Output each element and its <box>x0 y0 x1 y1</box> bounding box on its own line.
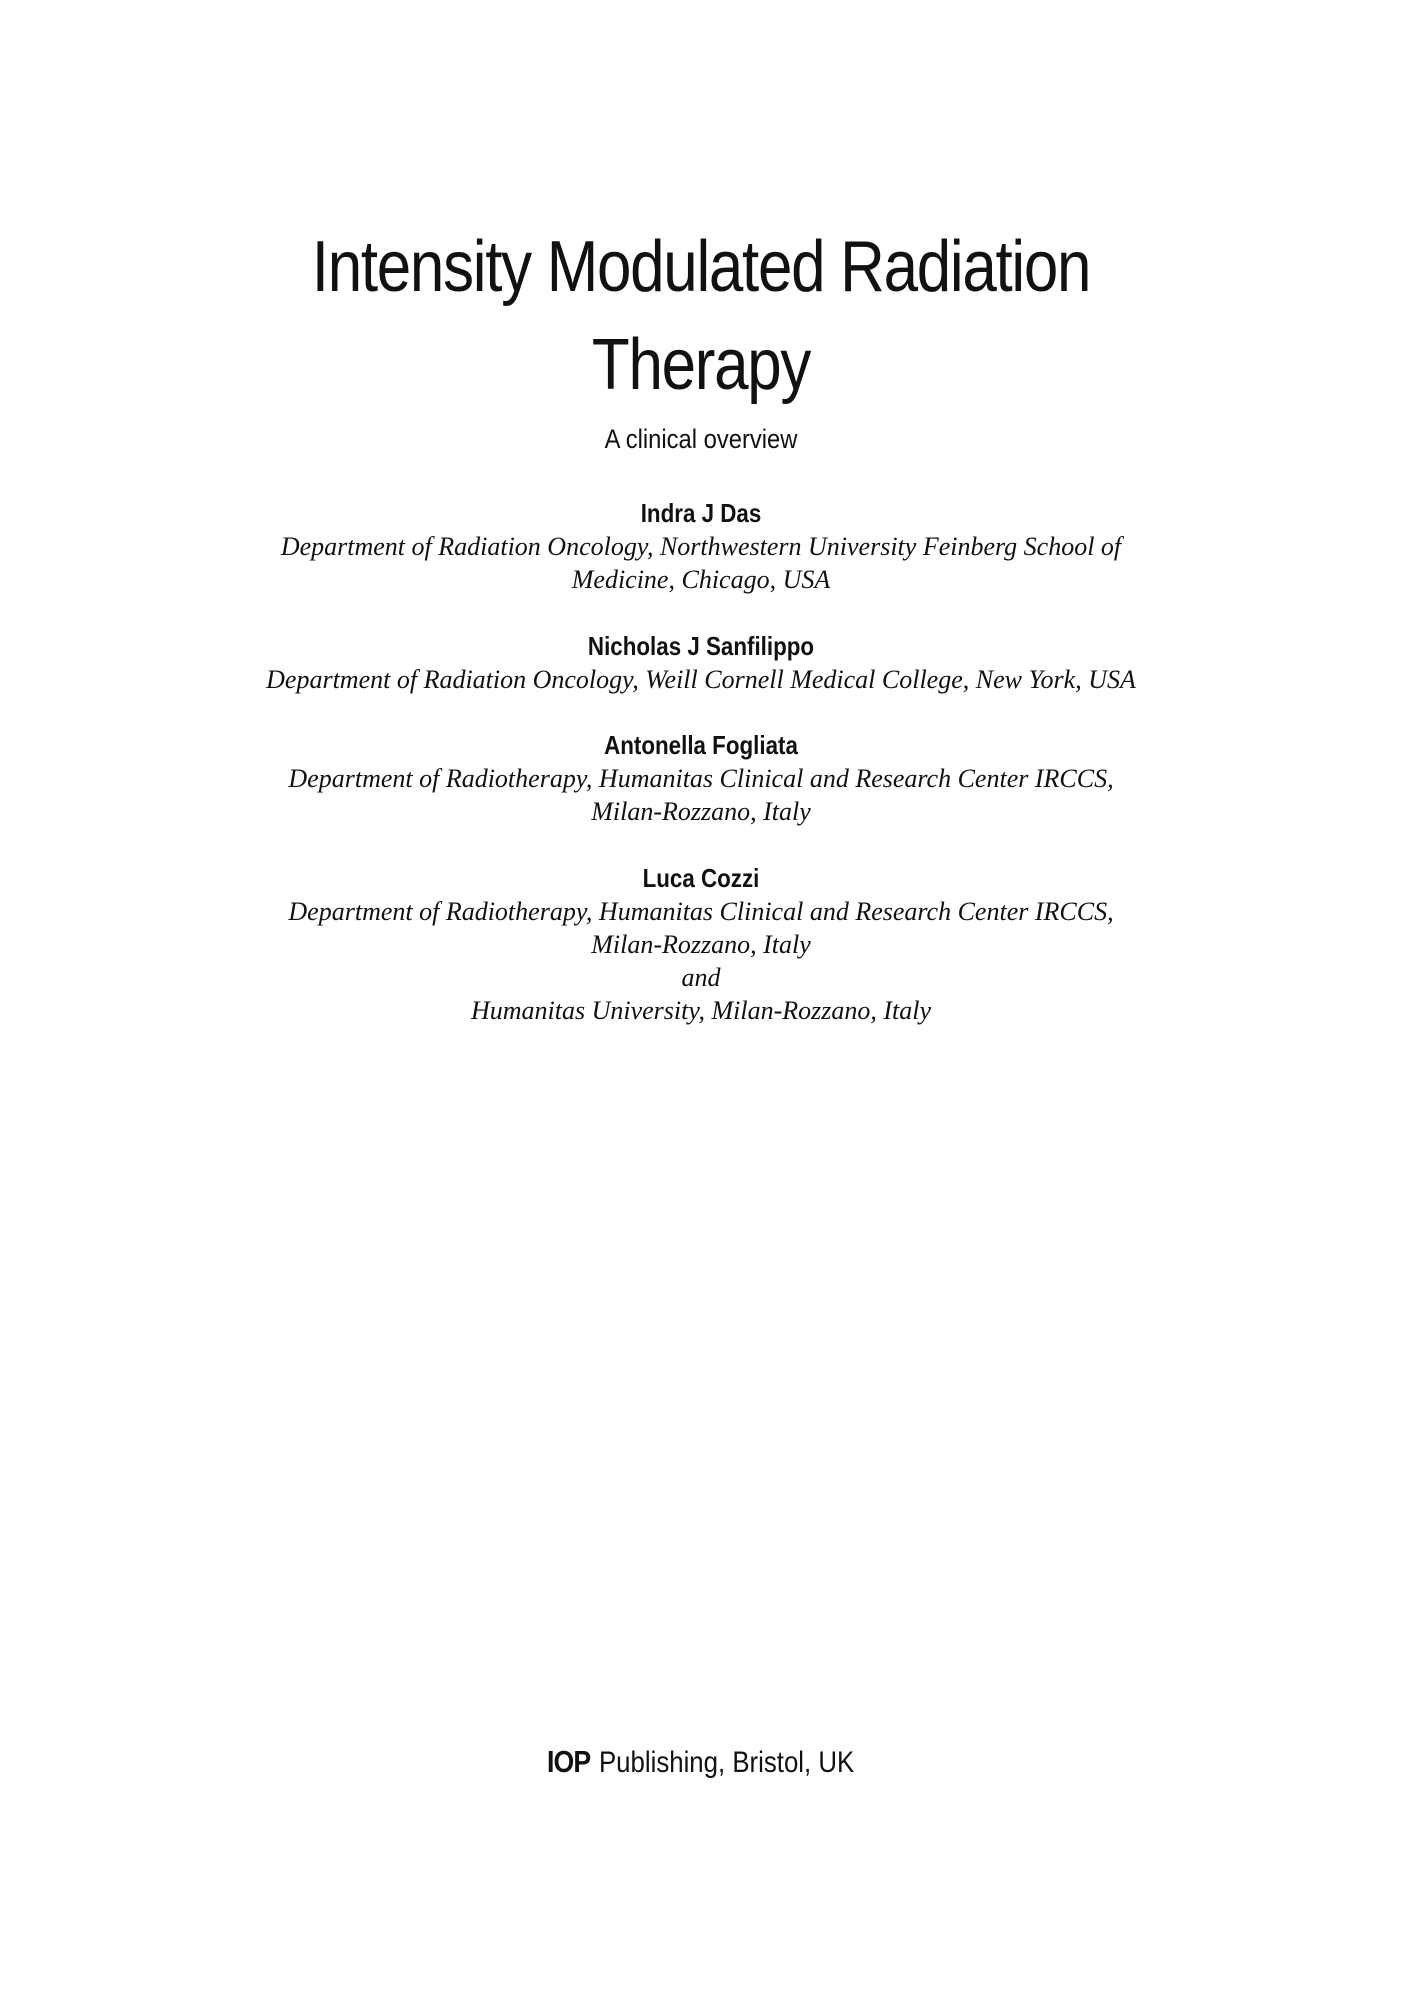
author-affiliation-line: Medicine, Chicago, USA <box>571 565 831 594</box>
author-name: Luca Cozzi <box>642 863 760 893</box>
author-affiliation-line: Humanitas University, Milan-Rozzano, Italy <box>470 996 931 1025</box>
author-name: Indra J Das <box>640 498 762 528</box>
book-title-line-2: Therapy <box>591 325 811 405</box>
author-affiliation-line: Department of Radiation Oncology, Weill Cornell Medical College, New York, USA <box>266 665 1136 694</box>
book-title-line-1: Intensity Modulated Radiation <box>311 227 1091 307</box>
author-affiliation-line: Milan-Rozzano, Italy <box>591 930 811 959</box>
iop-logo: IOP <box>547 1744 591 1779</box>
author-block-das <box>0 496 1402 596</box>
author-block-sanfilippo <box>0 629 1402 696</box>
publisher-imprint <box>0 1744 1402 1781</box>
publisher-text: Publishing, Bristol, UK <box>599 1746 855 1779</box>
author-affiliation-line: and <box>681 963 721 992</box>
book-subtitle: A clinical overview <box>604 424 798 454</box>
author-affiliation-line: Department of Radiation Oncology, Northwestern University Feinberg School of <box>280 532 1122 561</box>
author-affiliation-line: Milan-Rozzano, Italy <box>591 797 811 826</box>
book-title <box>0 218 1402 414</box>
author-affiliation-line: Department of Radiotherapy, Humanitas Clinical and Research Center IRCCS, <box>288 764 1114 793</box>
author-block-cozzi <box>0 861 1402 1027</box>
author-name: Nicholas J Sanfilippo <box>587 631 815 661</box>
author-block-fogliata <box>0 728 1402 828</box>
author-affiliation-line: Department of Radiotherapy, Humanitas Clinical and Research Center IRCCS, <box>288 897 1114 926</box>
author-name: Antonella Fogliata <box>604 730 798 760</box>
